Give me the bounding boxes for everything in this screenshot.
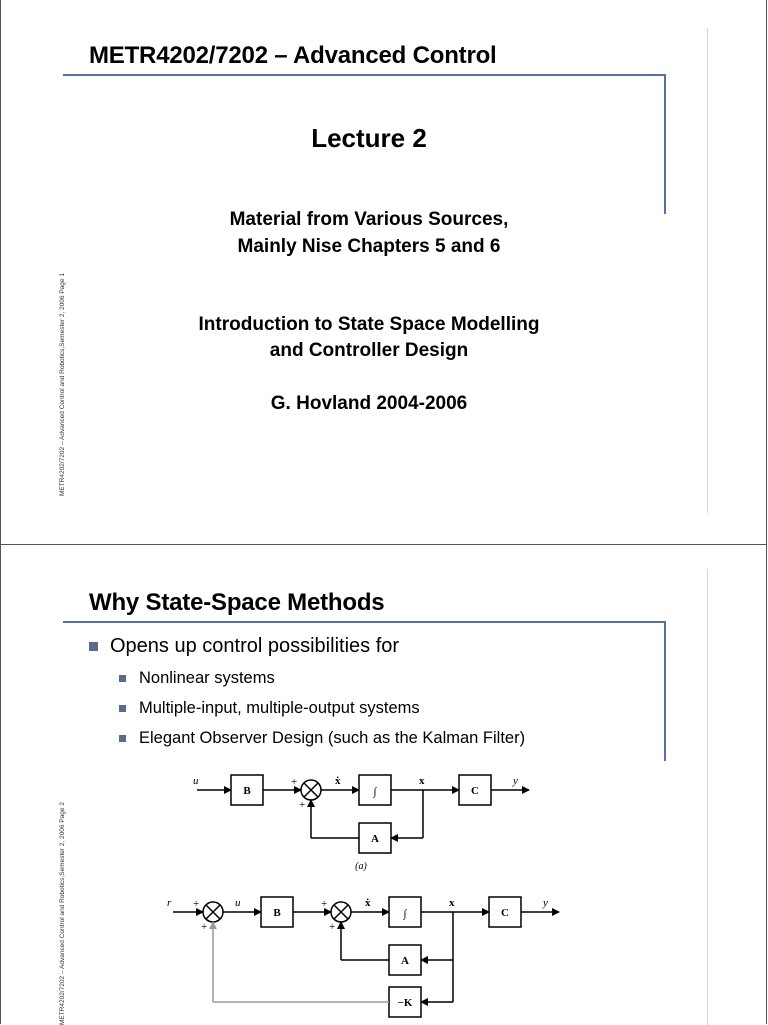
right-margin-line <box>707 28 708 513</box>
plus-sign: + <box>291 776 298 788</box>
title-underline <box>63 74 666 76</box>
bullet-square-icon <box>119 705 126 712</box>
plus-sign: + <box>201 921 208 933</box>
sub-bullet-item <box>119 669 275 688</box>
title-rule-vertical <box>664 74 666 214</box>
page-footer-sidebar: METR4202/7202 – Advanced Control and Robotics,Semester 2, 2006 Page 1 <box>59 273 66 496</box>
caption-a: (a) <box>355 861 367 872</box>
label-u: u <box>193 775 199 787</box>
block-A: A <box>371 833 379 845</box>
label-x: x <box>449 897 455 909</box>
plus-sign: + <box>329 921 336 933</box>
bullet-square-icon <box>89 642 98 651</box>
state-space-block-diagram <box>151 770 571 1025</box>
feedback-path-K <box>213 922 389 1002</box>
plus-sign: + <box>299 799 306 811</box>
block-C: C <box>471 785 479 797</box>
label-y: y <box>543 897 548 909</box>
course-title: METR4202/7202 – Advanced Control <box>89 42 497 69</box>
block-A: A <box>401 955 409 967</box>
bullet-square-icon <box>119 735 126 742</box>
block-C: C <box>501 907 509 919</box>
material-line-1: Material from Various Sources, <box>229 209 509 230</box>
label-r: r <box>167 897 172 909</box>
block-B: B <box>273 907 281 919</box>
block-B: B <box>243 785 251 797</box>
slide-page-2 <box>0 544 767 1024</box>
plus-sign: + <box>193 898 200 910</box>
block-integrator: ∫ <box>373 786 377 798</box>
label-xdot: ẋ <box>335 775 341 787</box>
bullet-square-icon <box>119 675 126 682</box>
author-line: G. Hovland 2004-2006 <box>270 393 468 414</box>
label-u: u <box>235 897 241 909</box>
sub-bullet-text: Elegant Observer Design (such as the Kalman Filter) <box>139 729 526 747</box>
bullet-text: Opens up control possibilities for <box>110 635 400 657</box>
lecture-heading: Lecture 2 <box>311 123 427 153</box>
intro-line-1: Introduction to State Space Modelling <box>198 314 540 335</box>
right-margin-line <box>707 569 708 1025</box>
sub-bullet-item <box>119 699 420 718</box>
title-rule-vertical <box>664 621 666 761</box>
title-underline <box>63 621 666 623</box>
label-y: y <box>513 775 518 787</box>
slide-title: Why State-Space Methods <box>89 589 385 616</box>
sub-bullet-item <box>119 729 525 748</box>
label-x: x <box>419 775 425 787</box>
intro-line-2: and Controller Design <box>269 340 469 361</box>
block-minus-K: −K <box>397 997 413 1009</box>
page-footer-sidebar: METR4202/7202 – Advanced Control and Robotics,Semester 2, 2006 Page 2 <box>59 802 66 1025</box>
plus-sign: + <box>321 898 328 910</box>
block-integrator: ∫ <box>403 908 407 920</box>
material-line-2: Mainly Nise Chapters 5 and 6 <box>237 236 501 257</box>
sub-bullet-text: Multiple-input, multiple-output systems <box>139 699 420 717</box>
sub-bullet-text: Nonlinear systems <box>139 669 275 687</box>
bullet-item <box>89 635 399 658</box>
label-xdot: ẋ <box>365 897 371 909</box>
